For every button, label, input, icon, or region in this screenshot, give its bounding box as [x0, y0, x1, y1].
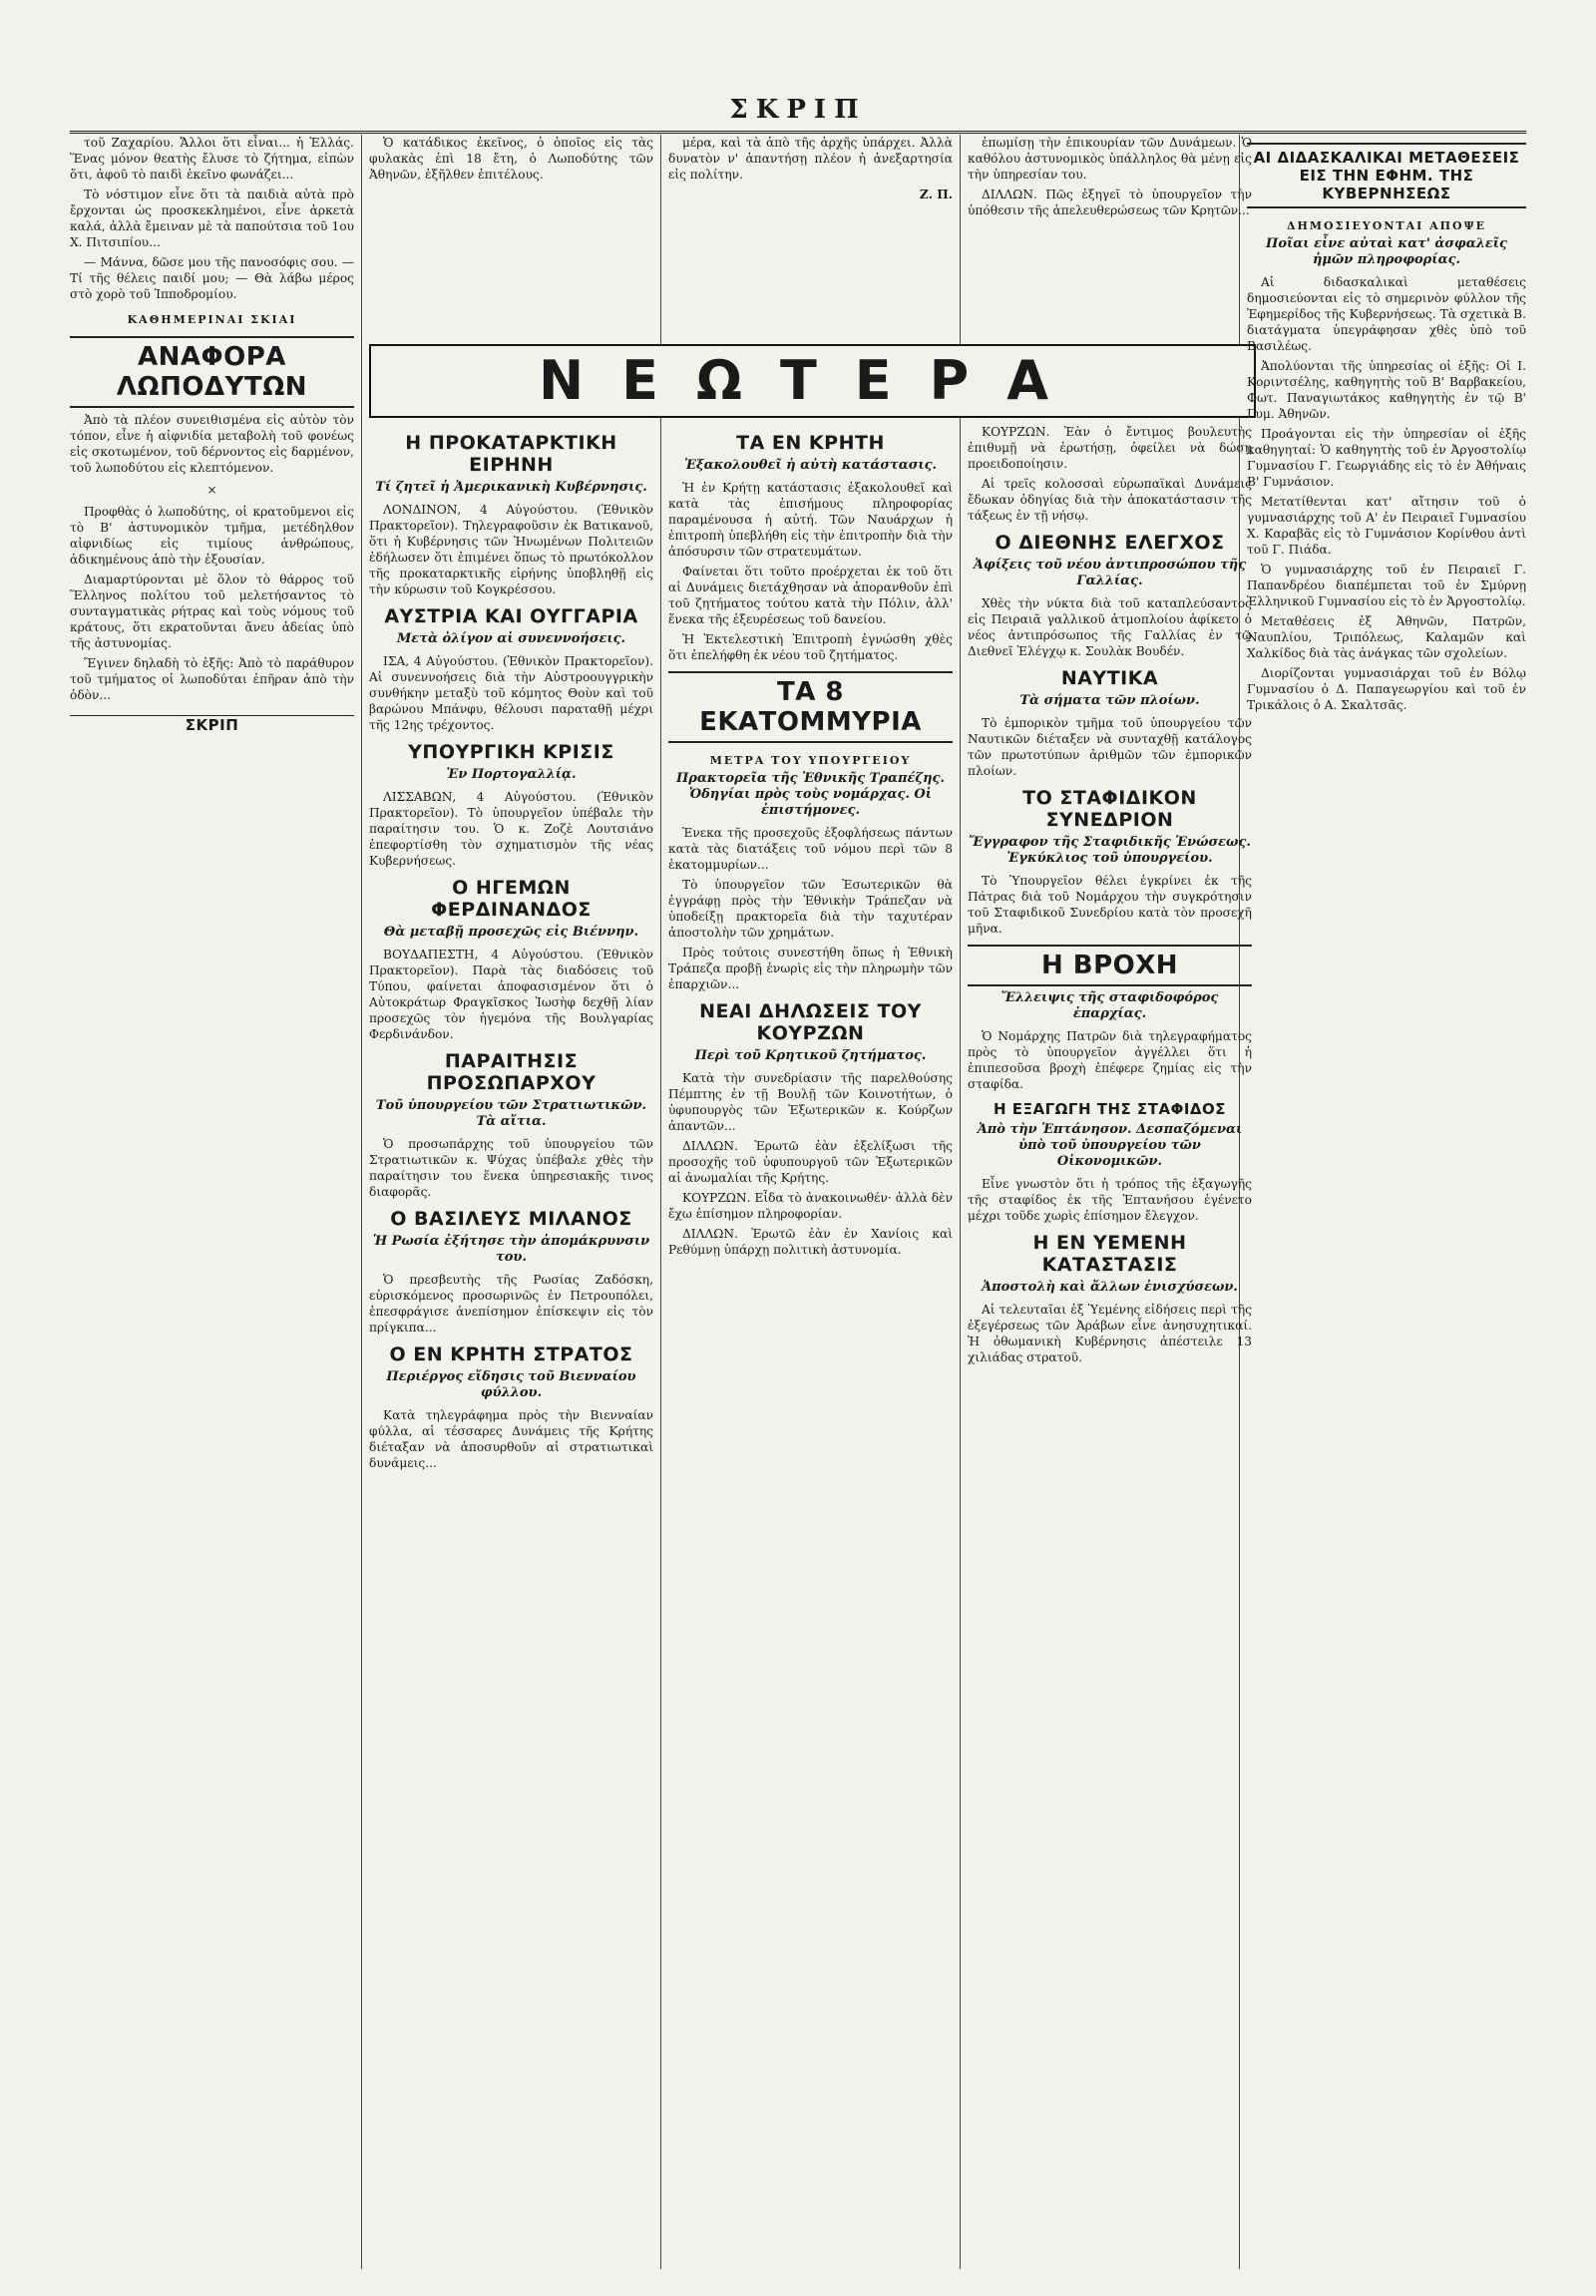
article-text: Ἐνεκα τῆς προσεχοῦς ἐξοφλήσεως πάντων κατὰ τὰς διατάξεις τοῦ νόμου περὶ τῶν 8 ἑκατομμυρίων... — [668, 826, 953, 872]
headline: ΑΥΣΤΡΙΑ ΚΑΙ ΟΥΓΓΑΡΙΑ — [384, 605, 638, 627]
subheadline: Θὰ μεταβῇ προσεχῶς εἰς Βιέννην. — [383, 925, 639, 940]
article-text: ἐπωμίσῃ τὴν ἐπικουρίαν τῶν Δυνάμεων. Ὁ καθόλου ἀστυνομικὸς ὑπάλληλος θὰ μένῃ εἰς τὴν ὑπηρεσίαν του. — [968, 136, 1252, 182]
subheadline: Ποῖαι εἶνε αὐταὶ κατ' ἀσφαλεῖς ἡμῶν πληροφορίας. — [1266, 236, 1507, 267]
headline: ΤΑ ΕΝ ΚΡΗΤΗ — [736, 432, 885, 454]
section-label: ΚΑΘΗΜΕΡΙΝΑΙ ΣΚΙΑΙ — [127, 313, 297, 326]
headline: Ο ΒΑΣΙΛΕΥΣ ΜΙΛΑΝΟΣ — [390, 1208, 632, 1230]
masthead-title: ΣΚΡΙΠ — [729, 95, 867, 125]
headline: Ο ΗΓΕΜΩΝ ΦΕΡΔΙΝΑΝΔΟΣ — [431, 877, 592, 921]
subheadline: Ἀποστολὴ καὶ ἄλλων ἐνισχύσεων. — [982, 1280, 1238, 1295]
section-label: ΔΗΜΟΣΙΕΥΟΝΤΑΙ ΑΠΟΨΕ — [1286, 219, 1487, 232]
subheadline: Ἀφίξεις τοῦ νέου ἀντιπροσώπου τῆς Γαλλίας. — [973, 558, 1247, 588]
column-5 — [1247, 135, 1526, 2269]
article-text: Κατὰ τηλεγράφημα πρὸς τὴν Βιενναίαν φύλλα, αἱ τέσσαρες Δυνάμεις τῆς Κρήτης διέταξαν νὰ ἀποσυρθοῦν αἱ στρατιωτικαὶ δυνάμεις... — [369, 1408, 653, 1470]
article-text: Χθὲς τὴν νύκτα διὰ τοῦ καταπλεύσαντος εἰς Πειραιᾶ γαλλικοῦ ἀτμοπλοίου ἀφίκετο ὁ νέος ἀντιπρόσωπος τῆς Γαλλίας ἐν τῷ Διεθνεῖ Ἐλέγχῳ κ. Σουλὰκ Βουδέν. — [968, 596, 1252, 658]
article-text: Προάγονται εἰς τὴν ὑπηρεσίαν οἱ ἑξῆς καθηγηταί: Ὁ καθηγητὴς τοῦ ἐν Ἀργοστολίῳ Γυμνασίου Γ. Γεωργιάδης εἰς τὸ ἐν Ἀθήναις Β' Γυμνάσιον. — [1247, 427, 1526, 489]
article-text: Ὁ πρεσβευτὴς τῆς Ρωσίας Ζαδόσκη, εὑρισκόμενος προσωρινῶς ἐν Πετρουπόλει, ἐπεσφράγισε ἀνεπίσημον ἐπίσκεψιν εἰς τὸν πρίγκιπα... — [369, 1273, 653, 1335]
headline: Ο ΔΙΕΘΝΗΣ ΕΛΕΓΧΟΣ — [995, 532, 1225, 554]
article-text: ΛΟΝΔΙΝΟΝ, 4 Αὐγούστου. (Ἐθνικὸν Πρακτορεῖον). Τηλεγραφοῦσιν ἐκ Βατικανοῦ, ὅτι ἡ Κυβέρνησις τῶν Ἡνωμένων Πολιτειῶν ἐδήλωσεν ὅτι ἐπιμένει ὅπως τὸ πρωτόκολλον τῆς προκαταρκτικῆς εἰρήνης ὑποβληθῇ εἰς τὴν κύρωσιν τοῦ Κογκρέσσου. — [369, 503, 653, 596]
article-text: Τὸ ὑπουργεῖον τῶν Ἐσωτερικῶν θὰ ἐγγράφῃ πρὸς τὴν Ἐθνικὴν Τράπεζαν νὰ ὑποδείξῃ πρακτορεῖα διὰ τὴν ταχυτέραν ἀποστολὴν τῶν χρημάτων. — [668, 878, 953, 940]
article-text: Ἀπὸ τὰ πλέον συνειθισμένα εἰς αὐτὸν τὸν τόπον, εἶνε ἡ αἰφνιδία μεταβολὴ τοῦ φονέως εἰς σκοτωμένον, τοῦ δέρνοντος εἰς δαρμένον, τοῦ λωποδύτου εἰς κλεπτόμενον. — [70, 413, 354, 475]
newspaper-page — [70, 95, 1526, 2269]
article-text: ΒΟΥΔΑΠΕΣΤΗ, 4 Αὐγούστου. (Ἐθνικὸν Πρακτορεῖον). Παρὰ τὰς διαδόσεις τοῦ Τύπου, φαίνεται ἀποφασισμένον ὅτι ὁ Αὐτοκράτωρ Φραγκῖσκος Ἰωσὴφ δεχθῇ λίαν προσεχῶς τὸν ἡγεμόνα τῆς Βουλγαρίας Φερδινάνδον. — [369, 948, 653, 1041]
subheadline: Ἡ Ρωσία ἐξήτησε τὴν ἀπομάκρυνσιν του. — [372, 1234, 650, 1265]
article-text: Ἡ ἐν Κρήτῃ κατάστασις ἐξακολουθεῖ καὶ κατὰ τὰς ἐπισήμους πληροφορίας παραμένουσα ἡ αὐτή. Τῶν Ναυάρχων ἡ ἐπιτροπὴ ὑπεβλήθη εἰς τὴν ἐπιτροπὴν διὰ τὴν ἀπόσυρσιν τῶν στρατευμάτων. — [668, 481, 953, 559]
subheadline: Ἔγγραφον τῆς Σταφιδικῆς Ἑνώσεως. Ἐγκύκλιος τοῦ ὑπουργείου. — [969, 835, 1251, 866]
article-text: ΙΣΑ, 4 Αὐγούστου. (Ἐθνικὸν Πρακτορεῖον). Αἱ συνεννοήσεις διὰ τὴν Αὐστροουγγρικὴν συνθήκην μεταξὺ τοῦ κόμητος Θοὺν καὶ τοῦ βαρώνου Μπάνφυ, θέλουσι παραταθῇ μέχρι τῆς 12ης τρέχοντος. — [369, 654, 653, 732]
article-text: Πρὸς τούτοις συνεστήθη ὅπως ἡ Ἐθνικὴ Τράπεζα προβῇ ἐνωρὶς εἰς τὴν πληρωμὴν τῶν ἐπαρχιῶν... — [668, 946, 953, 991]
page-footer: ΣΚΡΙΠ — [70, 715, 354, 734]
subheadline: Ἀπὸ τὴν Ἑπτάνησον. Δεσπαζόμεναι ὑπὸ τοῦ ὑπουργείου τῶν Οἰκονομικῶν. — [977, 1122, 1243, 1169]
article-text: ΚΟΥΡΖΩΝ. Ἐὰν ὁ ἔντιμος βουλευτὴς ἐπιθυμῇ νὰ ἐρωτήσῃ, ὀφείλει νὰ δώσῃ προειδοποίησιν. — [968, 425, 1252, 471]
article-text: μέρα, καὶ τὰ ἀπὸ τῆς ἀρχῆς ὑπάρχει. Ἀλλὰ δυνατὸν ν' ἀπαντήσῃ πλέον ἡ ἀνεξαρτησία εἰς πολίτην. — [668, 136, 953, 182]
subheadline: Περιέργος εἴδησις τοῦ Βιενναίου φύλλου. — [386, 1369, 636, 1400]
article-text: ΔΙΛΛΩΝ. Πῶς ἐξηγεῖ τὸ ὑπουργεῖον τὴν ὑπόθεσιν τῆς ἀπελευθερώσεως τῶν Κρητῶν... — [968, 188, 1252, 217]
subheadline: Ἔλλειψις τῆς σταφιδοφόρος ἐπαρχίας. — [1000, 990, 1219, 1021]
article-text: Αἱ τρεῖς κολοσσαὶ εὐρωπαϊκαὶ Δυνάμεις ἔδωκαν ὁδηγίας διὰ τὴν ἀποκατάστασιν τῆς τάξεως ἐν τῇ νήσῳ. — [968, 477, 1252, 523]
column-3 — [668, 424, 953, 2269]
article-text: Μετατίθενται κατ' αἴτησιν τοῦ ὁ γυμνασιάρχης τοῦ Α' ἐν Πειραιεῖ Γυμνασίου Χ. Καραβᾶς εἰς τὸ Γυμνάσιον Κορίνθου ἀντὶ τοῦ Γ. Πιάδα. — [1247, 495, 1526, 557]
article-text: Αἱ διδασκαλικαὶ μεταθέσεις δημοσιεύονται εἰς τὸ σημερινὸν φύλλον τῆς Ἐφημερίδος τῆς Κυβερνήσεως. Τὰ σχετικὰ Β. διατάγματα ὑπεγράφησαν χθὲς ὑπὸ τοῦ Βασιλέως. — [1247, 275, 1526, 353]
section-label: ΜΕΤΡΑ ΤΟΥ ΥΠΟΥΡΓΕΙΟΥ — [709, 754, 912, 767]
article-text: Ὁ Νομάρχης Πατρῶν διὰ τηλεγραφήματος πρὸς τὸ ὑπουργεῖον ἀγγέλλει ὅτι ἡ ἐπιπεσοῦσα βροχὴ ἐπέφερε ζημίας εἰς τὴν σταφίδα. — [968, 1029, 1252, 1091]
subheadline: Μετὰ ὀλίγον αἱ συνεννοήσεις. — [396, 631, 626, 646]
article-text: Διαμαρτύρονται μὲ ὅλον τὸ θάρρος τοῦ Ἕλληνος πολίτου τοῦ μελετήσαντος τὸ συνταγματικὰς ρήτρας καὶ τοὺς νόμους τοῦ κράτους, ὅτι εκρατοῦνται ἄνευ ἀδείας ὑπὸ τῆς ἀστυνομίας. — [70, 573, 354, 650]
column-3-top — [668, 135, 953, 334]
article-text: Εἶνε γνωστὸν ὅτι ἡ τρόπος τῆς ἐξαγωγῆς τῆς σταφίδος ἐκ τῆς Ἑπτανήσου ἐγένετο μέχρι τοῦδε χωρὶς ἐπίσημον ἔλεγχον. — [968, 1177, 1252, 1223]
subheadline: Τί ζητεῖ ἡ Ἀμερικανικὴ Κυβέρνησις. — [375, 480, 647, 495]
article-text: ΚΟΥΡΖΩΝ. Εἶδα τὸ ἀνακοινωθέν· ἀλλὰ δὲν ἔχω ἐπίσημον πληροφορίαν. — [668, 1191, 953, 1221]
column-4 — [968, 424, 1252, 2269]
article-text: Ἀπολύονται τῆς ὑπηρεσίας οἱ ἑξῆς: Οἱ Ι. Κοριντσέλης, καθηγητὴς τοῦ Β' Βαρβακείου, Φωτ. Παναγιωτάκος καθηγητὴς ἐν τῷ Β' Γυμ. Ἀθηνῶν. — [1247, 359, 1526, 421]
subheadline: Τοῦ ὑπουργείου τῶν Στρατιωτικῶν. Τὰ αἴτια. — [375, 1098, 647, 1129]
headline: ΝΑΥΤΙΚΑ — [1060, 667, 1159, 689]
column-rule — [960, 135, 961, 2269]
subheadline: Ἐν Πορτογαλλίᾳ. — [446, 767, 577, 782]
column-2 — [369, 424, 653, 2269]
article-text: ΔΙΛΛΩΝ. Ἐρωτῶ ἐὰν ἐν Χανίοις καὶ Ρεθύμνῃ ὑπάρχῃ πολιτικὴ ἀστυνομία. — [668, 1227, 953, 1257]
article-text: Ὁ γυμνασιάρχης τοῦ ἐν Πειραιεῖ Γ. Παπανδρέου διαπέμπεται τοῦ ἐν Σμύρνῃ Ἑλληνικοῦ Γυμνασίου εἰς τὸ ἐν Ἀργοστολίῳ. — [1247, 563, 1526, 608]
column-1: τοῦ Ζαχαρίου. Ἄλλοι ὅτι εἶναι... ἡ Ἑλλάς. Ἕνας μόνον θεατὴς ἔλυσε τὸ ζήτημα, εἰπὼν ὅτι, ἀφοῦ τὸ παιδὶ ἐκεῖνο φωνάζει... Τὸ νόστιμον εἶνε ὅτι τὰ παιδιὰ αὐτὰ πρὸ ἔρχονται ὡς προσκεκλημένοι, εἶνε ἀρκετὰ καλά, ἀλλὰ ἔμειναν μὲ τὰ παπούτσια τοῦ 1ου Χ. Πιτσιπίου... — Μάννα, δῶσε μου τῆς πανοσόφις σου. — Τί τῆς θέλεις παιδί μου; — Θὰ λάβω μέρος στὸ χορὸ τοῦ Ἱπποδρομίου. ΚΑΘΗΜΕΡΙΝΑΙ ΣΚΙΑΙ ΑΝΑΦΟΡΑ ΛΩΠΟΔΥΤΩΝ Ἀπὸ τὰ πλέον συνειθισμένα εἰς αὐτὸν τὸν τόπον, εἶνε ἡ αἰφνιδία μεταβολὴ τοῦ φονέως εἰς σκοτωμένον, τοῦ δέρνοντος εἰς δαρμένον, τοῦ λωποδύτου εἰς κλεπτόμενον. × Προφθὰς ὁ λωποδύτης, οἱ κρατοῦμενοι εἰς τὸ Β' ἀστυνομικὸν τμῆμα, μετέδηλθον αἰφνιδίως εἰς τιμίους ἀνθρώπους, ἀδικημένους ἀπὸ τὴν ἐξουσίαν. Διαμαρτύρονται μὲ ὅλον τὸ θάρρος τοῦ Ἕλληνος πολίτου τοῦ μελετήσαντος τὸ συνταγματικὰς ρήτρας καὶ τοὺς νόμους τοῦ κράτους, ὅτι εκρατοῦνται ἄνευ ἀδείας ὑπὸ τῆς ἀστυνομίας. Ἔγινεν δηλαδὴ τὸ ἑξῆς: Ἀπὸ τὸ παράθυρον τοῦ τμήματος οἱ λωποδύται ἐπῆραν ἀπὸ τὴν ὁδὸν... ΣΚΡΙΠ — [70, 136, 354, 734]
headline: ΑΝΑΦΟΡΑ ΛΩΠΟΔΥΤΩΝ — [70, 336, 354, 408]
headline: ΝΕΑΙ ΔΗΛΩΣΕΙΣ ΤΟΥ ΚΟΥΡΖΩΝ — [699, 1000, 922, 1044]
masthead — [70, 95, 1526, 134]
column-2-top — [369, 135, 653, 334]
article-text: ΔΙΛΛΩΝ. Ἐρωτῶ ἐὰν ἐξελίξωσι τῆς προσοχῆς τοῦ ὑφυπουργοῦ τῶν Ἐξωτερικῶν αἱ ἀνωμαλίαι τῆς Κρήτης. — [668, 1139, 953, 1185]
signature: Ζ. Π. — [919, 188, 953, 201]
article-text: Ἡ Ἐκτελεστικὴ Ἐπιτροπὴ ἐγνώσθη χθὲς ὅτι ἐπελήφθη ἐκ νέου τοῦ ζητήματος. — [668, 632, 953, 662]
article-text: Ὁ προσωπάρχης τοῦ ὑπουργείου τῶν Στρατιωτικῶν κ. Ψύχας ὑπέβαλε χθὲς τὴν παραίτησιν του ἕνεκα ὑπηρεσιακῆς τινος διαφορᾶς. — [369, 1137, 653, 1199]
subheadline: Ἐξακολουθεῖ ἡ αὐτὴ κατάστασις. — [683, 458, 938, 473]
column-rule — [660, 135, 661, 2269]
headline: ΥΠΟΥΡΓΙΚΗ ΚΡΙΣΙΣ — [408, 741, 614, 763]
headline: Η ΕΞΑΓΩΓΗ ΤΗΣ ΣΤΑΦΙΔΟΣ — [993, 1100, 1227, 1118]
headline: ΠΑΡΑΙΤΗΣΙΣ ΠΡΟΣΩΠΑΡΧΟΥ — [426, 1050, 597, 1094]
article-text: Κατὰ τὴν συνεδρίασιν τῆς παρελθούσης Πέμπτης ἐν τῇ Βουλῇ τῶν Κοινοτήτων, ὁ ὑφυπουργὸς τῶν Ἐξωτερικῶν κ. Κούρζων ἀπαντῶν... — [668, 1071, 953, 1133]
headline: ΤΑ 8 ΕΚΑΤΟΜΜΥΡΙΑ — [668, 671, 953, 743]
article-text: Διορίζονται γυμνασιάρχαι τοῦ ἐν Βόλῳ Γυμνασίου ὁ Δ. Παπαγεωργίου καὶ τοῦ ἐν Τρικάλοις ὁ Α. Σκαλτσᾶς. — [1247, 666, 1526, 712]
subheadline: Πρακτορεῖα τῆς Ἐθνικῆς Τραπέζης. Ὁδηγίαι πρὸς τοὺς νομάρχας. Οἱ ἐπιστήμονες. — [676, 771, 945, 818]
column-rule — [361, 135, 362, 2269]
section-banner: ΝΕΩΤΕΡΑ — [369, 344, 1256, 418]
article-text: Προφθὰς ὁ λωποδύτης, οἱ κρατοῦμενοι εἰς τὸ Β' ἀστυνομικὸν τμῆμα, μετέδηλθον αἰφνιδίως εἰς τιμίους ἀνθρώπους, ἀδικημένους ἀπὸ τὴν ἐξουσίαν. — [70, 505, 354, 567]
headline: ΤΟ ΣΤΑΦΙΔΙΚΟΝ ΣΥΝΕΔΡΙΟΝ — [1022, 787, 1197, 831]
headline: Ο ΕΝ ΚΡΗΤΗ ΣΤΡΑΤΟΣ — [389, 1343, 633, 1365]
article-text: Φαίνεται ὅτι τοῦτο προέρχεται ἐκ τοῦ ὅτι αἱ Δυνάμεις διετάχθησαν νὰ ἀπορανθοῦν ἐπὶ τοῦ ζητήματος τούτου κατὰ τὴν Πόλιν, ἀλλ' ἕνεκα τῆς ἐξευρέσεως τοῦ δανείου. — [668, 565, 953, 626]
headline: ΑΙ ΔΙΔΑΣΚΑΛΙΚΑΙ ΜΕΤΑΘΕΣΕΙΣ ΕΙΣ ΤΗΝ ΕΦΗΜ. ΤΗΣ ΚΥΒΕΡΝΗΣΕΩΣ — [1247, 143, 1526, 208]
article-text: Ἔγινεν δηλαδὴ τὸ ἑξῆς: Ἀπὸ τὸ παράθυρον τοῦ τμήματος οἱ λωποδύται ἐπῆραν ἀπὸ τὴν ὁδὸν... — [70, 656, 354, 702]
column-4-top — [968, 135, 1252, 334]
article-text: Τὸ νόστιμον εἶνε ὅτι τὰ παιδιὰ αὐτὰ πρὸ ἔρχονται ὡς προσκεκλημένοι, εἶνε ἀρκετὰ καλά, ἀλλὰ ἔμειναν μὲ τὰ παπούτσια τοῦ 1ου Χ. Πιτσιπίου... — [70, 188, 354, 249]
article-text: Τὸ ἐμπορικὸν τμῆμα τοῦ ὑπουργείου τῶν Ναυτικῶν διέταξεν νὰ συνταχθῇ κατάλογος τῶν πρωτοτύπων ἀριθμῶν τῶν ἐμπορικῶν πλοίων. — [968, 716, 1252, 778]
subheadline: Τὰ σήματα τῶν πλοίων. — [1019, 693, 1200, 708]
article-text: Τὸ Ὑπουργεῖον θέλει ἐγκρίνει ἐκ τῆς Πάτρας διὰ τοῦ Νομάρχου τὴν συγκρότησιν τοῦ Σταφιδικοῦ Συνεδρίου κατὰ τὸν προσεχῆ μῆνα. — [968, 874, 1252, 936]
article-text: ΛΙΣΣΑΒΩΝ, 4 Αὐγούστου. (Ἐθνικὸν Πρακτορεῖον). Τὸ ὑπουργεῖον ὑπέβαλε τὴν παραίτησιν του. Ὁ κ. Ζοζὲ Λουτσιάνο ἐπεφορτίσθη τὸν σχηματισμὸν τῆς νέας Κυβερνήσεως. — [369, 790, 653, 868]
article-text: Αἱ τελευταῖαι ἐξ Ὑεμένης εἰδήσεις περὶ τῆς ἐξεγέρσεως τῶν Ἀράβων εἶνε ἀνησυχητικαί. Ἡ ὀθωμανικὴ Κυβέρνησις ἀπέστειλε 13 χιλιάδας στρατοῦ. — [968, 1303, 1252, 1364]
article-text: — Μάννα, δῶσε μου τῆς πανοσόφις σου. — Τί τῆς θέλεις παιδί μου; — Θὰ λάβω μέρος στὸ χορὸ τοῦ Ἱπποδρομίου. — [70, 255, 354, 301]
headline: Η ΕΝ ΥΕΜΕΝΗ ΚΑΤΑΣΤΑΣΙΣ — [1032, 1232, 1187, 1276]
article-text: Ὁ κατάδικος ἐκεῖνος, ὁ ὁποῖος εἰς τὰς φυλακὰς ἐπὶ 18 ἔτη, ὁ Λωποδύτης τῶν Ἀθηνῶν, ἐξῆλθεν ἐπιτέλους. — [369, 136, 653, 182]
article-text: τοῦ Ζαχαρίου. Ἄλλοι ὅτι εἶναι... ἡ Ἑλλάς. Ἕνας μόνον θεατὴς ἔλυσε τὸ ζήτημα, εἰπὼν ὅτι, ἀφοῦ τὸ παιδὶ ἐκεῖνο φωνάζει... — [70, 136, 354, 182]
subheadline: Περὶ τοῦ Κρητικοῦ ζητήματος. — [694, 1048, 927, 1063]
article-text: Μεταθέσεις ἐξ Ἀθηνῶν, Πατρῶν, Ναυπλίου, Τριπόλεως, Καλαμῶν καὶ Χαλκίδος διὰ τὰς ἀνάγκας τῶν σχολείων. — [1247, 614, 1526, 660]
headline: Η ΠΡΟΚΑΤΑΡΚΤΙΚΗ ΕΙΡΗΝΗ — [405, 432, 617, 476]
headline: Η ΒΡΟΧΗ — [968, 945, 1252, 986]
